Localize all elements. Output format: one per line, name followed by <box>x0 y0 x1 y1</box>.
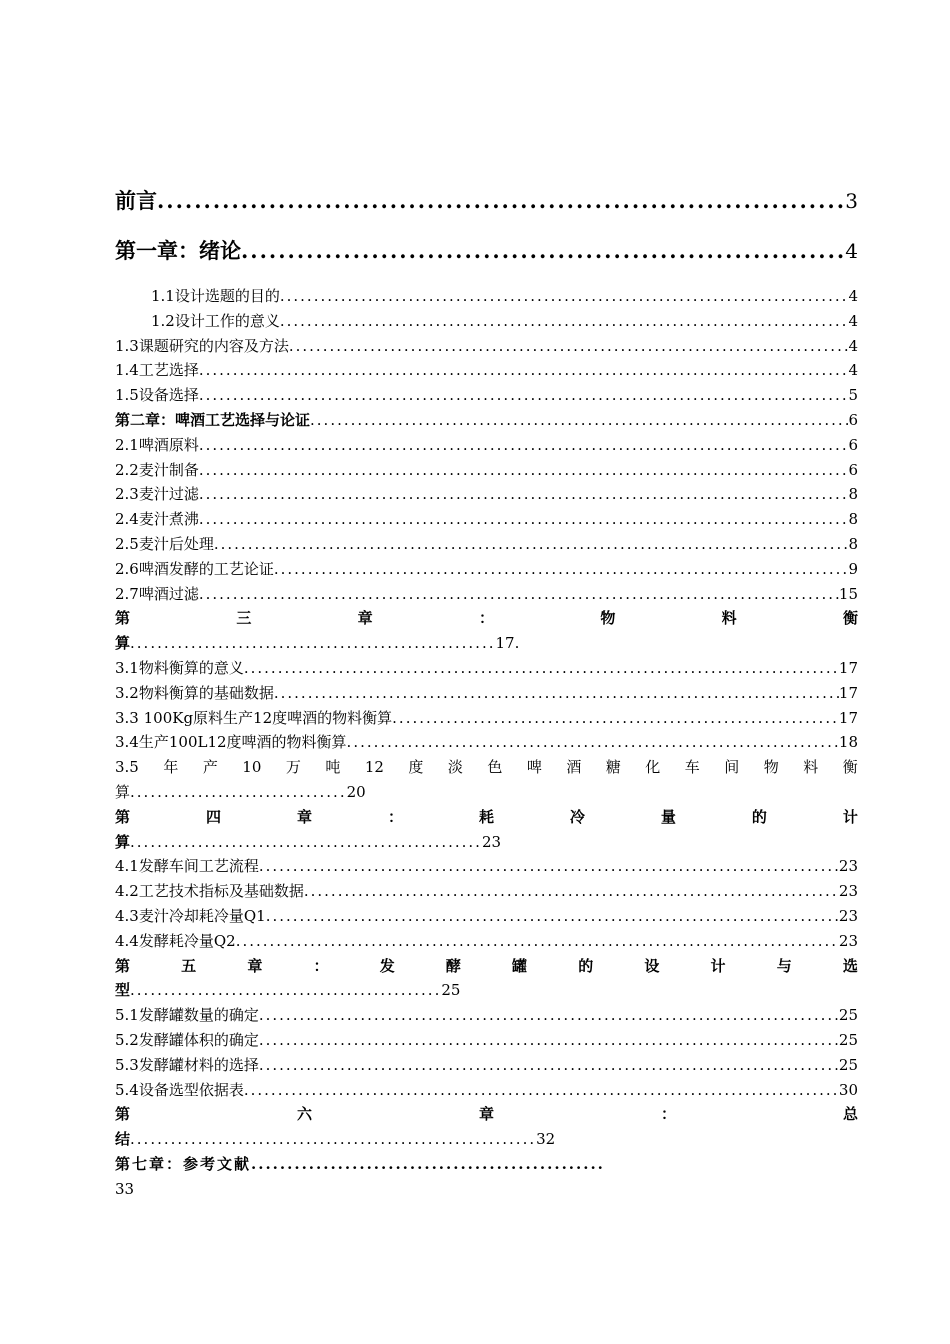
toc-leader <box>244 1078 839 1103</box>
toc-char: 选 <box>842 956 858 975</box>
toc-label: 第七章：参考文献 <box>115 1154 252 1173</box>
toc-spread-line <box>115 755 858 780</box>
toc-char: 设 <box>644 956 660 975</box>
toc-tail-line <box>115 631 858 656</box>
toc-entry-2-2[interactable] <box>115 458 858 483</box>
toc-page-number: 4 <box>848 361 858 380</box>
toc-leader <box>199 507 849 532</box>
toc-entry-5-3[interactable] <box>115 1053 858 1078</box>
toc-leader <box>392 706 839 731</box>
toc-leader <box>236 929 839 954</box>
toc-label: 3.3 100Kg原料生产12度啤酒的物料衡算 <box>115 708 393 727</box>
toc-label: 1.3课题研究的内容及方法 <box>115 336 289 355</box>
toc-entry-2-3[interactable] <box>115 482 858 507</box>
toc-char: 算 <box>115 634 131 653</box>
toc-page-number: 8 <box>848 510 858 529</box>
toc-entry-3-3[interactable] <box>115 706 858 731</box>
toc-label: 前言 <box>115 188 157 213</box>
toc-char: 五 <box>181 956 197 975</box>
toc-char: 总 <box>842 1105 858 1124</box>
toc-entry-2-6[interactable] <box>115 557 858 582</box>
toc-page-number: 15 <box>838 584 858 603</box>
toc-entry-2-7[interactable] <box>115 582 858 607</box>
toc-char: 计 <box>710 956 726 975</box>
toc-page-number: 20 <box>346 782 366 801</box>
toc-page-number: 6 <box>848 435 858 454</box>
toc-char: 吨 <box>325 758 341 777</box>
toc-page-number: 18 <box>838 733 858 752</box>
toc-spread-line <box>115 1102 858 1127</box>
toc-spread-line <box>115 954 858 979</box>
toc-char: 章 <box>478 1105 494 1124</box>
toc-label: 1.5设备选择 <box>115 386 199 405</box>
toc-page-number: 5 <box>848 386 858 405</box>
toc-char: 四 <box>205 807 221 826</box>
toc-label: 3.4生产100L12度啤酒的物料衡算 <box>115 733 347 752</box>
toc-leader <box>266 904 839 929</box>
toc-entry-1-2[interactable] <box>115 309 858 334</box>
toc-char: 章 <box>357 609 373 628</box>
toc-label: 2.4麦汁煮沸 <box>115 510 199 529</box>
toc-entry-3-4[interactable] <box>115 730 858 755</box>
toc-entry-5-4[interactable] <box>115 1078 858 1103</box>
toc-spread-line <box>115 606 858 631</box>
toc-label: 2.6啤酒发酵的工艺论证 <box>115 559 274 578</box>
toc-label: 3.1物料衡算的意义 <box>115 658 244 677</box>
toc-label: 第一章：绪论 <box>115 238 241 263</box>
toc-label: 1.2设计工作的意义 <box>151 311 280 330</box>
toc-leader <box>199 383 849 408</box>
toc-char: ： <box>313 956 329 975</box>
toc-entry-1-4[interactable] <box>115 358 858 383</box>
toc-leader <box>259 854 839 879</box>
toc-entry-3-1[interactable] <box>115 656 858 681</box>
toc-label: 5.1发酵罐数量的确定 <box>115 1006 259 1025</box>
toc-label: 1.4工艺选择 <box>115 361 199 380</box>
toc-label: 2.7啤酒过滤 <box>115 584 199 603</box>
toc-page-number: 17 <box>838 708 858 727</box>
toc-char: 料 <box>803 758 819 777</box>
toc-char: 罐 <box>512 956 528 975</box>
toc-char: 度 <box>408 758 424 777</box>
toc-label: 4.4发酵耗冷量Q2 <box>115 931 236 950</box>
toc-leader <box>274 557 849 582</box>
toc-entry-ch4[interactable] <box>115 805 858 855</box>
toc-char: 酒 <box>566 758 582 777</box>
toc-page-number: 33 <box>115 1179 135 1198</box>
toc-tail-line <box>115 1127 858 1152</box>
toc-leader <box>310 408 848 433</box>
toc-page-number: 3 <box>845 189 858 213</box>
toc-leader <box>214 532 849 557</box>
toc-page-number: 25 <box>838 1006 858 1025</box>
toc-leader-text: ............................................................ <box>130 1130 537 1149</box>
toc-page-number: 17. <box>495 634 520 653</box>
toc-char: 啤 <box>526 758 542 777</box>
toc-label: 4.1发酵车间工艺流程 <box>115 857 259 876</box>
toc-char: 色 <box>487 758 503 777</box>
toc-char: 淡 <box>447 758 463 777</box>
toc-page-number: 4 <box>848 311 858 330</box>
toc-char: 10 <box>242 758 262 777</box>
toc-entry-ch1[interactable] <box>115 234 858 284</box>
toc-page-number: 23 <box>481 832 502 851</box>
toc-label: 5.3发酵罐材料的选择 <box>115 1055 259 1074</box>
toc-char: 算 <box>115 832 131 851</box>
toc-leader-text: ................................ <box>130 782 347 801</box>
toc-entry-2-4[interactable] <box>115 507 858 532</box>
toc-char: 衡 <box>842 609 858 628</box>
toc-leader <box>199 358 849 383</box>
toc-tail-line <box>115 978 858 1003</box>
toc-char: 第 <box>115 956 131 975</box>
toc-char: 衡 <box>842 758 858 777</box>
toc-page-number: 17 <box>838 658 858 677</box>
toc-char: 的 <box>578 956 594 975</box>
toc-label: 2.2麦汁制备 <box>115 460 199 479</box>
toc-char: 量 <box>660 807 676 826</box>
toc-entry-4-1[interactable] <box>115 854 858 879</box>
toc-entry-4-3[interactable] <box>115 904 858 929</box>
toc-char: 的 <box>751 807 767 826</box>
toc-entry-2-5[interactable] <box>115 532 858 557</box>
toc-label: 第二章：啤酒工艺选择与论证 <box>115 410 311 429</box>
toc-char: 型 <box>115 981 131 1000</box>
toc-tail-line <box>115 1177 858 1202</box>
toc-char: 化 <box>645 758 661 777</box>
toc-char: ： <box>660 1105 676 1124</box>
toc-entry-5-1[interactable] <box>115 1003 858 1028</box>
toc-char: 第 <box>115 807 131 826</box>
toc-entry-3-2[interactable] <box>115 681 858 706</box>
toc-leader <box>199 458 849 483</box>
toc-leader <box>199 433 849 458</box>
toc-char: 车 <box>684 758 700 777</box>
table-of-contents <box>115 184 858 1201</box>
toc-page-number: 25 <box>838 1030 858 1049</box>
toc-entry-3-5[interactable] <box>115 755 858 805</box>
toc-entry-4-2[interactable] <box>115 879 858 904</box>
toc-char: 第 <box>115 609 131 628</box>
toc-leader <box>259 1053 839 1078</box>
toc-char: 与 <box>776 956 792 975</box>
toc-page-number: 23 <box>838 906 858 925</box>
toc-label: 1.1设计选题的目的 <box>151 287 280 305</box>
toc-page-number: 23 <box>838 931 858 950</box>
toc-page-number: 30 <box>838 1080 858 1099</box>
toc-leader <box>347 730 839 755</box>
toc-char: 发 <box>379 956 395 975</box>
toc-char: 三 <box>236 609 252 628</box>
toc-label: 2.3麦汁过滤 <box>115 485 199 504</box>
toc-char: 间 <box>724 758 740 777</box>
toc-entry-preface[interactable] <box>115 184 858 234</box>
toc-page-number: 4 <box>845 239 858 263</box>
toc-label: 4.3麦汁冷却耗冷量Q1 <box>115 906 266 925</box>
toc-leader <box>199 582 839 607</box>
toc-page-number: 25 <box>441 981 461 1000</box>
toc-char: 算 <box>115 782 131 801</box>
toc-page-number: 4 <box>848 336 858 355</box>
toc-entry-1-5[interactable] <box>115 383 858 408</box>
toc-page-number: 23 <box>838 857 858 876</box>
toc-entry-ch3[interactable] <box>115 606 858 656</box>
toc-page-number: 8 <box>848 534 858 553</box>
toc-leader-text: .................................................... <box>130 832 482 851</box>
toc-entry-1-3[interactable] <box>115 334 858 359</box>
toc-leader <box>259 1028 839 1053</box>
toc-leader-text: ...................................................... <box>130 634 496 653</box>
toc-leader <box>289 334 849 359</box>
toc-char: ： <box>478 609 494 628</box>
toc-label: 2.1啤酒原料 <box>115 435 199 454</box>
toc-label: 4.2工艺技术指标及基础数据 <box>115 882 304 901</box>
toc-leader <box>244 656 839 681</box>
toc-label: 2.5麦汁后处理 <box>115 534 214 553</box>
toc-page-number: 4 <box>848 287 858 305</box>
toc-entry-2-1[interactable] <box>115 433 858 458</box>
toc-char: 章 <box>296 807 312 826</box>
toc-char: 第 <box>115 1105 131 1124</box>
toc-spread-line <box>115 805 858 830</box>
toc-spread-line <box>115 1152 858 1177</box>
toc-page-number: 23 <box>838 882 858 901</box>
toc-entry-ch5[interactable] <box>115 954 858 1004</box>
toc-char: 计 <box>842 807 858 826</box>
toc-page-number: 9 <box>848 559 858 578</box>
toc-char: 产 <box>202 758 218 777</box>
toc-leader <box>280 309 849 334</box>
toc-char: 结 <box>115 1130 131 1149</box>
toc-page-number: 8 <box>848 485 858 504</box>
toc-char: 万 <box>285 758 301 777</box>
toc-char: 3.5 <box>115 758 139 777</box>
toc-leader-text: .............................................. <box>130 981 442 1000</box>
toc-entry-4-4[interactable] <box>115 929 858 954</box>
toc-leader <box>259 1003 839 1028</box>
toc-page-number: 6 <box>848 410 858 429</box>
toc-leader <box>199 482 849 507</box>
toc-page-number: 6 <box>848 460 858 479</box>
toc-char: 料 <box>721 609 737 628</box>
toc-entry-5-2[interactable] <box>115 1028 858 1053</box>
toc-leader <box>274 681 839 706</box>
toc-char: 物 <box>600 609 616 628</box>
toc-page-number: 17 <box>838 683 858 702</box>
toc-entry-ch7[interactable] <box>115 1152 858 1202</box>
toc-char: 年 <box>163 758 179 777</box>
toc-page-number: 25 <box>838 1055 858 1074</box>
toc-char: 酵 <box>445 956 461 975</box>
toc-char: ： <box>387 807 403 826</box>
toc-label: 5.2发酵罐体积的确定 <box>115 1030 259 1049</box>
toc-tail-line <box>115 830 858 855</box>
toc-label: 3.2物料衡算的基础数据 <box>115 683 274 702</box>
toc-leader <box>241 234 845 268</box>
toc-char: 12 <box>364 758 384 777</box>
toc-char: 耗 <box>478 807 494 826</box>
toc-char: 糖 <box>605 758 621 777</box>
toc-entry-ch6[interactable] <box>115 1102 858 1152</box>
toc-tail-line <box>115 780 858 805</box>
toc-leader <box>304 879 839 904</box>
toc-page-number: 32 <box>536 1130 556 1149</box>
toc-entry-ch2[interactable] <box>115 408 858 433</box>
toc-label: 5.4设备选型依据表 <box>115 1080 244 1099</box>
toc-leader-text: ................................................. <box>251 1154 605 1173</box>
toc-leader <box>280 284 849 309</box>
toc-entry-1-1[interactable] <box>115 284 858 309</box>
toc-char: 章 <box>247 956 263 975</box>
toc-leader <box>157 184 845 218</box>
toc-char: 冷 <box>569 807 585 826</box>
toc-char: 六 <box>296 1105 312 1124</box>
toc-char: 物 <box>763 758 779 777</box>
